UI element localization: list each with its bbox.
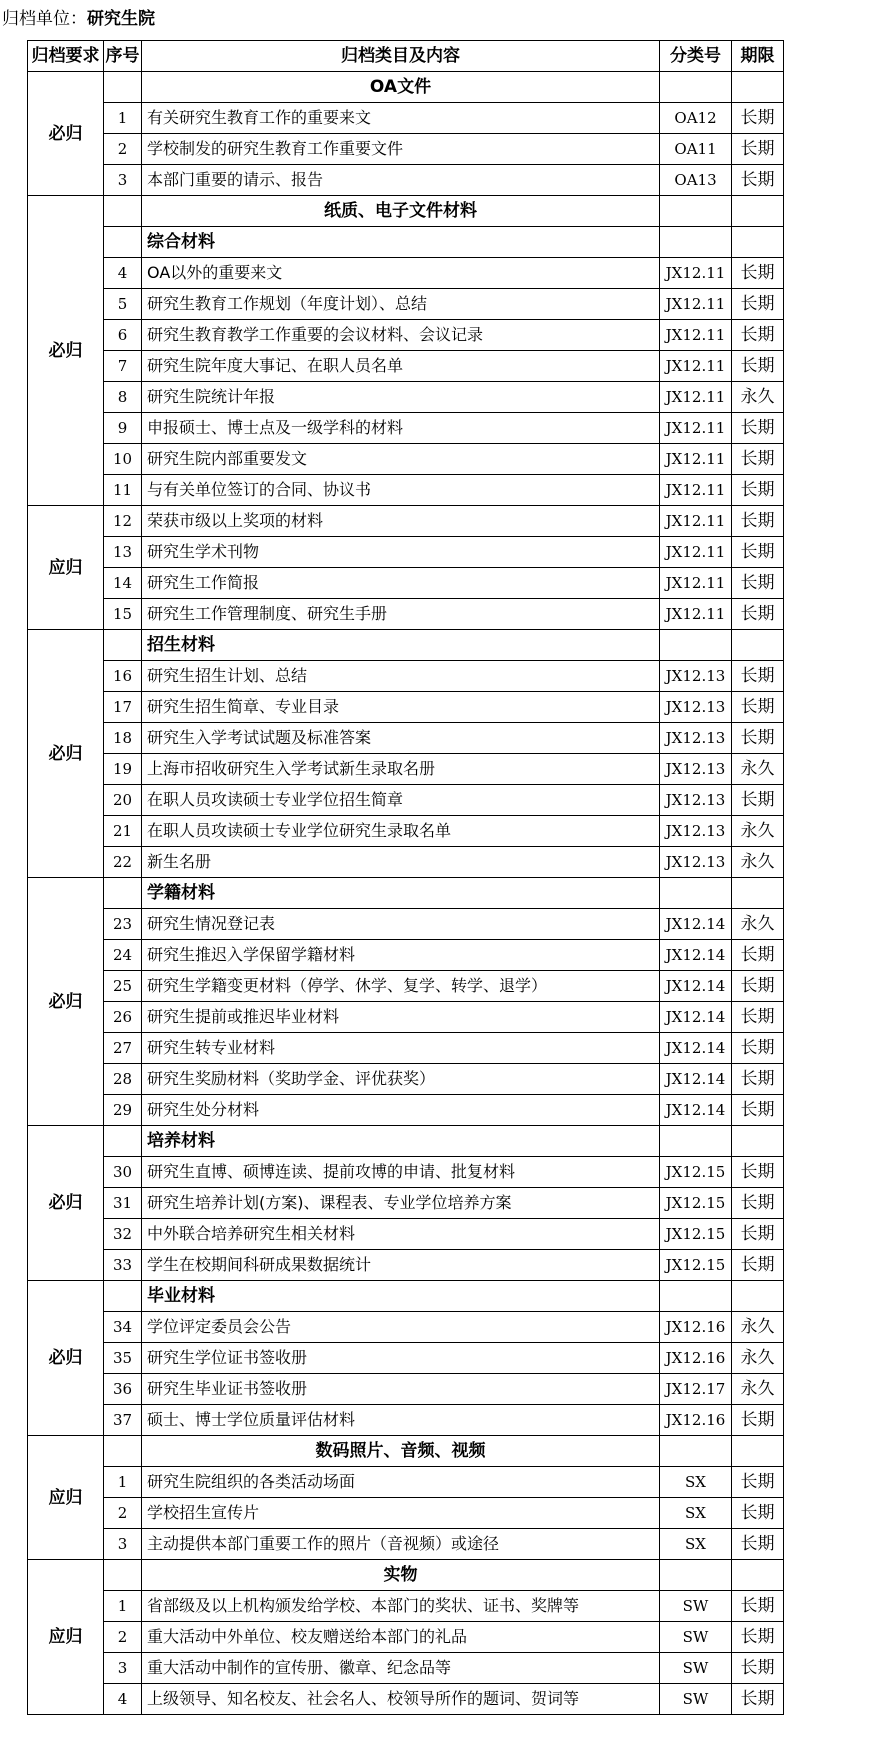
code-cell: JX12.14 — [660, 1095, 732, 1126]
code-cell: JX12.17 — [660, 1374, 732, 1405]
requirement-cell: 应归 — [28, 506, 104, 630]
seq-cell: 31 — [104, 1188, 142, 1219]
section-row — [28, 1126, 784, 1157]
period-cell: 永久 — [732, 909, 784, 940]
col-header-period: 期限 — [732, 41, 784, 72]
content-cell: OA以外的重要来文 — [142, 258, 660, 289]
empty-cell — [732, 227, 784, 258]
code-cell: JX12.11 — [660, 320, 732, 351]
empty-cell — [732, 196, 784, 227]
period-cell: 长期 — [732, 537, 784, 568]
seq-cell: 22 — [104, 847, 142, 878]
content-cell: 学校制发的研究生教育工作重要文件 — [142, 134, 660, 165]
table-row — [28, 1498, 784, 1529]
table-row — [28, 1467, 784, 1498]
content-cell: 上海市招收研究生入学考试新生录取名册 — [142, 754, 660, 785]
period-cell: 长期 — [732, 413, 784, 444]
table-row — [28, 754, 784, 785]
content-cell: 研究生入学考试试题及标准答案 — [142, 723, 660, 754]
table-row — [28, 444, 784, 475]
period-cell: 长期 — [732, 289, 784, 320]
code-cell: JX12.15 — [660, 1157, 732, 1188]
seq-cell: 34 — [104, 1312, 142, 1343]
section-title: 纸质、电子文件材料 — [142, 196, 660, 227]
content-cell: 硕士、博士学位质量评估材料 — [142, 1405, 660, 1436]
period-cell: 长期 — [732, 1467, 784, 1498]
seq-cell: 20 — [104, 785, 142, 816]
table-row — [28, 1405, 784, 1436]
period-cell: 长期 — [732, 785, 784, 816]
table-row — [28, 537, 784, 568]
section-row — [28, 1560, 784, 1591]
empty-cell — [732, 1281, 784, 1312]
code-cell: JX12.11 — [660, 413, 732, 444]
section-row — [28, 1436, 784, 1467]
empty-cell — [660, 72, 732, 103]
content-cell: 中外联合培养研究生相关材料 — [142, 1219, 660, 1250]
table-row — [28, 1684, 784, 1715]
section-row — [28, 1281, 784, 1312]
content-cell: 研究生教育工作规划（年度计划）、总结 — [142, 289, 660, 320]
period-cell: 长期 — [732, 1157, 784, 1188]
period-cell: 长期 — [732, 1405, 784, 1436]
table-row — [28, 1622, 784, 1653]
code-cell: JX12.13 — [660, 692, 732, 723]
empty-cell — [732, 1560, 784, 1591]
table-header-row — [28, 41, 784, 72]
table-row — [28, 785, 784, 816]
code-cell: JX12.11 — [660, 506, 732, 537]
period-cell: 长期 — [732, 1033, 784, 1064]
table-row — [28, 1343, 784, 1374]
table-row — [28, 816, 784, 847]
code-cell: JX12.14 — [660, 909, 732, 940]
period-cell: 长期 — [732, 599, 784, 630]
empty-cell — [104, 1436, 142, 1467]
code-cell: JX12.13 — [660, 754, 732, 785]
content-cell: 研究生院内部重要发文 — [142, 444, 660, 475]
seq-cell: 5 — [104, 289, 142, 320]
seq-cell: 30 — [104, 1157, 142, 1188]
empty-cell — [660, 878, 732, 909]
code-cell: JX12.11 — [660, 568, 732, 599]
period-cell: 长期 — [732, 258, 784, 289]
table-row — [28, 1312, 784, 1343]
table-row — [28, 1219, 784, 1250]
content-cell: 研究生招生计划、总结 — [142, 661, 660, 692]
col-header-seq: 序号 — [104, 41, 142, 72]
empty-cell — [732, 878, 784, 909]
requirement-cell: 必归 — [28, 630, 104, 878]
table-row — [28, 1250, 784, 1281]
seq-cell: 21 — [104, 816, 142, 847]
period-cell: 长期 — [732, 1219, 784, 1250]
code-cell: JX12.13 — [660, 723, 732, 754]
code-cell: JX12.16 — [660, 1405, 732, 1436]
code-cell: JX12.13 — [660, 661, 732, 692]
table-row — [28, 723, 784, 754]
table-row — [28, 382, 784, 413]
content-cell: 研究生院统计年报 — [142, 382, 660, 413]
table-row — [28, 1002, 784, 1033]
content-cell: 学位评定委员会公告 — [142, 1312, 660, 1343]
seq-cell: 3 — [104, 165, 142, 196]
code-cell: JX12.11 — [660, 258, 732, 289]
empty-cell — [732, 1126, 784, 1157]
content-cell: 研究生推迟入学保留学籍材料 — [142, 940, 660, 971]
content-cell: 研究生学术刊物 — [142, 537, 660, 568]
section-title: 数码照片、音频、视频 — [142, 1436, 660, 1467]
empty-cell — [104, 227, 142, 258]
code-cell: JX12.11 — [660, 475, 732, 506]
section-row — [28, 196, 784, 227]
seq-cell: 9 — [104, 413, 142, 444]
code-cell: JX12.16 — [660, 1343, 732, 1374]
code-cell: SW — [660, 1622, 732, 1653]
seq-cell: 32 — [104, 1219, 142, 1250]
section-row — [28, 227, 784, 258]
seq-cell: 18 — [104, 723, 142, 754]
seq-cell: 35 — [104, 1343, 142, 1374]
empty-cell — [660, 1436, 732, 1467]
period-cell: 长期 — [732, 444, 784, 475]
content-cell: 省部级及以上机构颁发给学校、本部门的奖状、证书、奖牌等 — [142, 1591, 660, 1622]
table-row — [28, 413, 784, 444]
period-cell: 长期 — [732, 1064, 784, 1095]
code-cell: JX12.13 — [660, 847, 732, 878]
seq-cell: 2 — [104, 1622, 142, 1653]
empty-cell — [660, 630, 732, 661]
seq-cell: 16 — [104, 661, 142, 692]
content-cell: 研究生招生简章、专业目录 — [142, 692, 660, 723]
period-cell: 长期 — [732, 568, 784, 599]
table-row — [28, 909, 784, 940]
seq-cell: 11 — [104, 475, 142, 506]
seq-cell: 4 — [104, 1684, 142, 1715]
table-row — [28, 289, 784, 320]
period-cell: 长期 — [732, 1095, 784, 1126]
empty-cell — [732, 630, 784, 661]
empty-cell — [660, 1281, 732, 1312]
table-row — [28, 971, 784, 1002]
archive-unit-value: 研究生院 — [87, 9, 155, 29]
archive-unit-header — [2, 4, 155, 34]
requirement-cell: 应归 — [28, 1436, 104, 1560]
code-cell: JX12.15 — [660, 1188, 732, 1219]
archive-table — [27, 40, 784, 1715]
requirement-cell: 必归 — [28, 72, 104, 196]
requirement-cell: 必归 — [28, 1281, 104, 1436]
content-cell: 研究生提前或推迟毕业材料 — [142, 1002, 660, 1033]
period-cell: 长期 — [732, 1188, 784, 1219]
table-row — [28, 599, 784, 630]
period-cell: 永久 — [732, 1312, 784, 1343]
content-cell: 在职人员攻读硕士专业学位招生简章 — [142, 785, 660, 816]
table-row — [28, 1064, 784, 1095]
content-cell: 新生名册 — [142, 847, 660, 878]
content-cell: 本部门重要的请示、报告 — [142, 165, 660, 196]
section-title: 学籍材料 — [142, 878, 660, 909]
seq-cell: 6 — [104, 320, 142, 351]
period-cell: 长期 — [732, 1250, 784, 1281]
seq-cell: 7 — [104, 351, 142, 382]
period-cell: 长期 — [732, 165, 784, 196]
table-row — [28, 1529, 784, 1560]
subsection-title: 综合材料 — [142, 227, 660, 258]
code-cell: OA11 — [660, 134, 732, 165]
code-cell: JX12.15 — [660, 1250, 732, 1281]
empty-cell — [104, 1126, 142, 1157]
period-cell: 永久 — [732, 816, 784, 847]
seq-cell: 2 — [104, 1498, 142, 1529]
content-cell: 研究生工作简报 — [142, 568, 660, 599]
seq-cell: 29 — [104, 1095, 142, 1126]
code-cell: JX12.14 — [660, 971, 732, 1002]
col-header-content: 归档类目及内容 — [142, 41, 660, 72]
empty-cell — [732, 1436, 784, 1467]
seq-cell: 14 — [104, 568, 142, 599]
empty-cell — [104, 72, 142, 103]
section-title: 培养材料 — [142, 1126, 660, 1157]
code-cell: OA13 — [660, 165, 732, 196]
requirement-cell: 必归 — [28, 878, 104, 1126]
empty-cell — [104, 630, 142, 661]
period-cell: 长期 — [732, 351, 784, 382]
code-cell: JX12.11 — [660, 289, 732, 320]
empty-cell — [660, 227, 732, 258]
period-cell: 永久 — [732, 382, 784, 413]
code-cell: SW — [660, 1684, 732, 1715]
table-row — [28, 1095, 784, 1126]
seq-cell: 10 — [104, 444, 142, 475]
content-cell: 重大活动中制作的宣传册、徽章、纪念品等 — [142, 1653, 660, 1684]
content-cell: 学校招生宣传片 — [142, 1498, 660, 1529]
empty-cell — [660, 196, 732, 227]
content-cell: 在职人员攻读硕士专业学位研究生录取名单 — [142, 816, 660, 847]
seq-cell: 15 — [104, 599, 142, 630]
content-cell: 研究生学位证书签收册 — [142, 1343, 660, 1374]
period-cell: 长期 — [732, 1002, 784, 1033]
seq-cell: 19 — [104, 754, 142, 785]
code-cell: JX12.11 — [660, 444, 732, 475]
archive-unit-label: 归档单位： — [2, 9, 87, 29]
seq-cell: 8 — [104, 382, 142, 413]
code-cell: SW — [660, 1591, 732, 1622]
seq-cell: 28 — [104, 1064, 142, 1095]
code-cell: JX12.11 — [660, 537, 732, 568]
seq-cell: 26 — [104, 1002, 142, 1033]
period-cell: 永久 — [732, 847, 784, 878]
period-cell: 长期 — [732, 1653, 784, 1684]
period-cell: 长期 — [732, 940, 784, 971]
period-cell: 长期 — [732, 661, 784, 692]
seq-cell: 1 — [104, 1591, 142, 1622]
requirement-cell: 必归 — [28, 1126, 104, 1281]
empty-cell — [104, 1560, 142, 1591]
table-row — [28, 475, 784, 506]
period-cell: 长期 — [732, 103, 784, 134]
code-cell: JX12.14 — [660, 1033, 732, 1064]
content-cell: 上级领导、知名校友、社会名人、校领导所作的题词、贺词等 — [142, 1684, 660, 1715]
seq-cell: 1 — [104, 1467, 142, 1498]
section-row — [28, 630, 784, 661]
seq-cell: 25 — [104, 971, 142, 1002]
col-header-code: 分类号 — [660, 41, 732, 72]
content-cell: 学生在校期间科研成果数据统计 — [142, 1250, 660, 1281]
period-cell: 长期 — [732, 692, 784, 723]
content-cell: 重大活动中外单位、校友赠送给本部门的礼品 — [142, 1622, 660, 1653]
table-row — [28, 1157, 784, 1188]
period-cell: 长期 — [732, 475, 784, 506]
content-cell: 研究生毕业证书签收册 — [142, 1374, 660, 1405]
content-cell: 研究生转专业材料 — [142, 1033, 660, 1064]
code-cell: OA12 — [660, 103, 732, 134]
section-title: OA文件 — [142, 72, 660, 103]
content-cell: 研究生教育教学工作重要的会议材料、会议记录 — [142, 320, 660, 351]
code-cell: JX12.14 — [660, 1064, 732, 1095]
period-cell: 永久 — [732, 1343, 784, 1374]
code-cell: JX12.16 — [660, 1312, 732, 1343]
table-row — [28, 134, 784, 165]
content-cell: 有关研究生教育工作的重要来文 — [142, 103, 660, 134]
col-header-req: 归档要求 — [28, 41, 104, 72]
seq-cell: 27 — [104, 1033, 142, 1064]
seq-cell: 1 — [104, 103, 142, 134]
period-cell: 永久 — [732, 1374, 784, 1405]
section-row — [28, 72, 784, 103]
code-cell: JX12.11 — [660, 599, 732, 630]
content-cell: 申报硕士、博士点及一级学科的材料 — [142, 413, 660, 444]
section-title: 实物 — [142, 1560, 660, 1591]
seq-cell: 24 — [104, 940, 142, 971]
table-row — [28, 103, 784, 134]
period-cell: 永久 — [732, 754, 784, 785]
content-cell: 荣获市级以上奖项的材料 — [142, 506, 660, 537]
table-row — [28, 847, 784, 878]
period-cell: 长期 — [732, 971, 784, 1002]
content-cell: 研究生情况登记表 — [142, 909, 660, 940]
period-cell: 长期 — [732, 506, 784, 537]
seq-cell: 2 — [104, 134, 142, 165]
table-row — [28, 1033, 784, 1064]
content-cell: 与有关单位签订的合同、协议书 — [142, 475, 660, 506]
code-cell: JX12.14 — [660, 940, 732, 971]
seq-cell: 4 — [104, 258, 142, 289]
empty-cell — [104, 878, 142, 909]
code-cell: SX — [660, 1529, 732, 1560]
requirement-cell: 应归 — [28, 1560, 104, 1715]
period-cell: 长期 — [732, 134, 784, 165]
seq-cell: 3 — [104, 1529, 142, 1560]
code-cell: JX12.15 — [660, 1219, 732, 1250]
requirement-cell: 必归 — [28, 196, 104, 506]
table-row — [28, 692, 784, 723]
content-cell: 研究生院年度大事记、在职人员名单 — [142, 351, 660, 382]
code-cell: JX12.13 — [660, 816, 732, 847]
seq-cell: 36 — [104, 1374, 142, 1405]
empty-cell — [104, 196, 142, 227]
content-cell: 研究生院组织的各类活动场面 — [142, 1467, 660, 1498]
table-body — [28, 72, 784, 1715]
seq-cell: 13 — [104, 537, 142, 568]
section-title: 毕业材料 — [142, 1281, 660, 1312]
table-row — [28, 320, 784, 351]
section-row — [28, 878, 784, 909]
code-cell: SX — [660, 1467, 732, 1498]
empty-cell — [660, 1126, 732, 1157]
seq-cell: 17 — [104, 692, 142, 723]
table-row — [28, 1591, 784, 1622]
table-row — [28, 661, 784, 692]
content-cell: 研究生学籍变更材料（停学、休学、复学、转学、退学） — [142, 971, 660, 1002]
code-cell: JX12.11 — [660, 351, 732, 382]
content-cell: 研究生直博、硕博连读、提前攻博的申请、批复材料 — [142, 1157, 660, 1188]
period-cell: 长期 — [732, 1622, 784, 1653]
period-cell: 长期 — [732, 1684, 784, 1715]
table-row — [28, 940, 784, 971]
seq-cell: 33 — [104, 1250, 142, 1281]
seq-cell: 3 — [104, 1653, 142, 1684]
table-row — [28, 165, 784, 196]
content-cell: 主动提供本部门重要工作的照片（音视频）或途径 — [142, 1529, 660, 1560]
section-title: 招生材料 — [142, 630, 660, 661]
content-cell: 研究生工作管理制度、研究生手册 — [142, 599, 660, 630]
content-cell: 研究生处分材料 — [142, 1095, 660, 1126]
table-row — [28, 1188, 784, 1219]
code-cell: SW — [660, 1653, 732, 1684]
content-cell: 研究生培养计划(方案)、课程表、专业学位培养方案 — [142, 1188, 660, 1219]
table-row — [28, 1374, 784, 1405]
empty-cell — [104, 1281, 142, 1312]
seq-cell: 12 — [104, 506, 142, 537]
period-cell: 长期 — [732, 1529, 784, 1560]
period-cell: 长期 — [732, 1591, 784, 1622]
table-row — [28, 1653, 784, 1684]
seq-cell: 23 — [104, 909, 142, 940]
seq-cell: 37 — [104, 1405, 142, 1436]
table-row — [28, 351, 784, 382]
code-cell: JX12.11 — [660, 382, 732, 413]
content-cell: 研究生奖励材料（奖助学金、评优获奖） — [142, 1064, 660, 1095]
empty-cell — [732, 72, 784, 103]
code-cell: JX12.13 — [660, 785, 732, 816]
period-cell: 长期 — [732, 320, 784, 351]
table-row — [28, 258, 784, 289]
period-cell: 长期 — [732, 723, 784, 754]
period-cell: 长期 — [732, 1498, 784, 1529]
code-cell: JX12.14 — [660, 1002, 732, 1033]
table-row — [28, 506, 784, 537]
table-row — [28, 568, 784, 599]
empty-cell — [660, 1560, 732, 1591]
code-cell: SX — [660, 1498, 732, 1529]
